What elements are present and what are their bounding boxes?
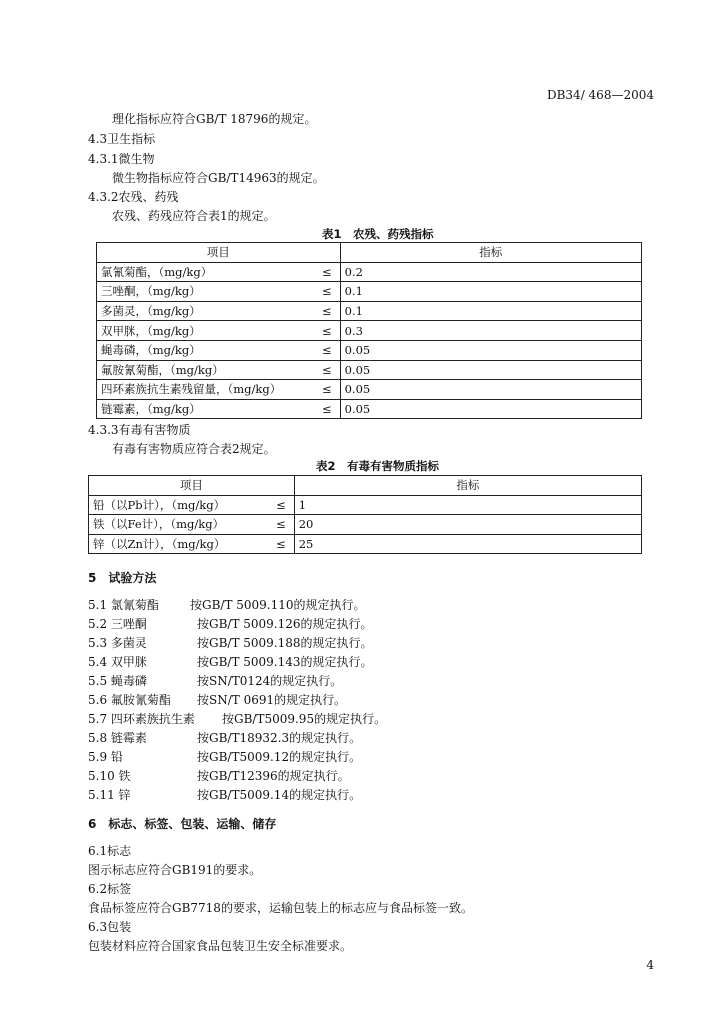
list-item [88, 729, 362, 746]
paragraph: 包装材料应符合国家食品包装卫生安全标准要求。 [88, 939, 353, 953]
cell-operator: ≤ [302, 262, 340, 282]
table2 [88, 475, 642, 554]
item-method: 按GB/T12396的规定执行。 [197, 769, 350, 783]
item-method: 按GB/T 5009.110的规定执行。 [190, 598, 366, 612]
paragraph: 食品标签应符合GB7718的要求，运输包装上的标志应与食品标签一致。 [88, 901, 473, 915]
cell-operator: ≤ [302, 399, 340, 419]
item-number: 5.5 [88, 674, 108, 688]
item-number: 5.1 [88, 598, 108, 612]
item-number: 5.7 [88, 712, 108, 726]
subsection-heading: 4.3.2农残、药残 [88, 190, 179, 204]
cell-name: 铅（以Pb计），（mg/kg） [89, 495, 263, 515]
subsection-heading: 6.2标签 [88, 882, 132, 896]
item-name: 氯氰菊酯 [110, 598, 159, 612]
list-item [88, 786, 362, 803]
table-row [89, 515, 642, 535]
item-number: 5.4 [88, 655, 108, 669]
paragraph: 微生物指标应符合GB/T14963的规定。 [112, 171, 325, 185]
item-method: 按GB/T18932.3的规定执行。 [197, 731, 362, 745]
item-name: 四环素族抗生素 [110, 712, 195, 726]
table-row [97, 340, 642, 360]
cell-name: 锌（以Zn计），（mg/kg） [89, 534, 263, 554]
cell-operator: ≤ [302, 301, 340, 321]
item-number: 5.9 [88, 750, 108, 764]
cell-name: 氯氰菊酯，（mg/kg） [97, 262, 303, 282]
table1-header-item: 项目 [97, 243, 341, 263]
cell-value: 20 [294, 515, 641, 535]
cell-value: 0.1 [340, 282, 641, 302]
cell-operator: ≤ [302, 321, 340, 341]
cell-name: 多菌灵，（mg/kg） [97, 301, 303, 321]
list-item [88, 767, 350, 784]
item-method: 按SN/T0124的规定执行。 [197, 674, 343, 688]
table-row [97, 282, 642, 302]
cell-operator: ≤ [262, 534, 294, 554]
item-number: 5.8 [88, 731, 108, 745]
cell-name: 蝇毒磷，（mg/kg） [97, 340, 303, 360]
table1 [96, 242, 642, 419]
table2-caption: 表2 有毒有害物质指标 [316, 459, 440, 473]
table-row [97, 301, 642, 321]
item-method: 按GB/T5009.95的规定执行。 [222, 712, 387, 726]
table2-header-item: 项目 [89, 476, 295, 496]
document-number: DB34/ 468—2004 [546, 88, 654, 102]
table-row [97, 262, 642, 282]
item-name: 多菌灵 [110, 636, 147, 650]
item-name: 链霉素 [110, 731, 147, 745]
cell-name: 铁（以Fe计），（mg/kg） [89, 515, 263, 535]
item-method: 按GB/T5009.14的规定执行。 [197, 788, 362, 802]
item-name: 双甲脒 [110, 655, 147, 669]
item-method: 按GB/T 5009.143的规定执行。 [197, 655, 373, 669]
page-number: 4 [646, 958, 654, 972]
cell-name: 四环素族抗生素残留量，（mg/kg） [97, 380, 303, 400]
paragraph: 理化指标应符合GB/T 18796的规定。 [112, 112, 317, 126]
cell-value: 0.05 [340, 399, 641, 419]
item-name: 锌 [118, 788, 131, 802]
item-name: 铅 [110, 750, 123, 764]
paragraph: 有毒有害物质应符合表2规定。 [112, 442, 276, 456]
paragraph: 农残、药残应符合表1的规定。 [112, 209, 276, 223]
cell-value: 1 [294, 495, 641, 515]
item-number: 5.2 [88, 617, 108, 631]
cell-value: 0.3 [340, 321, 641, 341]
cell-name: 三唑酮，（mg/kg） [97, 282, 303, 302]
item-method: 按GB/T5009.12的规定执行。 [197, 750, 362, 764]
table1-caption: 表1 农残、药残指标 [322, 227, 434, 241]
item-number: 5.10 [88, 769, 115, 783]
cell-value: 25 [294, 534, 641, 554]
list-item [88, 691, 347, 708]
cell-value: 0.1 [340, 301, 641, 321]
list-item [88, 748, 362, 765]
cell-name: 氟胺氰菊酯，（mg/kg） [97, 360, 303, 380]
list-item [88, 634, 373, 651]
cell-operator: ≤ [262, 495, 294, 515]
section-heading: 5 试验方法 [88, 571, 157, 585]
table-row [89, 495, 642, 515]
item-number: 5.11 [88, 788, 115, 802]
item-number: 5.6 [88, 693, 108, 707]
item-name: 蝇毒磷 [110, 674, 147, 688]
list-item [88, 615, 373, 632]
table1-header-value: 指标 [340, 243, 641, 263]
cell-value: 0.05 [340, 360, 641, 380]
list-item [88, 653, 373, 670]
subsection-heading: 4.3.1微生物 [88, 152, 155, 166]
cell-name: 链霉素，（mg/kg） [97, 399, 303, 419]
section-heading: 6 标志、标签、包装、运输、储存 [88, 817, 277, 831]
table-row [97, 321, 642, 341]
subsection-heading: 6.3包装 [88, 920, 132, 934]
table-row [97, 399, 642, 419]
list-item [88, 672, 343, 689]
cell-operator: ≤ [302, 340, 340, 360]
subsection-heading: 4.3卫生指标 [88, 132, 156, 146]
item-number: 5.3 [88, 636, 108, 650]
list-item [88, 710, 387, 727]
cell-operator: ≤ [302, 380, 340, 400]
cell-value: 0.05 [340, 380, 641, 400]
cell-operator: ≤ [302, 282, 340, 302]
table-row [89, 534, 642, 554]
paragraph: 图示标志应符合GB191的要求。 [88, 863, 262, 877]
item-name: 氟胺氰菊酯 [110, 693, 171, 707]
item-name: 铁 [118, 769, 131, 783]
cell-value: 0.05 [340, 340, 641, 360]
item-method: 按GB/T 5009.126的规定执行。 [197, 617, 373, 631]
table2-header-value: 指标 [294, 476, 641, 496]
item-name: 三唑酮 [110, 617, 147, 631]
cell-name: 双甲脒，（mg/kg） [97, 321, 303, 341]
item-method: 按SN/T 0691的规定执行。 [197, 693, 347, 707]
item-method: 按GB/T 5009.188的规定执行。 [197, 636, 373, 650]
list-item [88, 596, 366, 613]
cell-operator: ≤ [262, 515, 294, 535]
subsection-heading: 6.1标志 [88, 844, 132, 858]
table-row [97, 380, 642, 400]
cell-operator: ≤ [302, 360, 340, 380]
table-row [97, 360, 642, 380]
cell-value: 0.2 [340, 262, 641, 282]
subsection-heading: 4.3.3有毒有害物质 [88, 423, 191, 437]
